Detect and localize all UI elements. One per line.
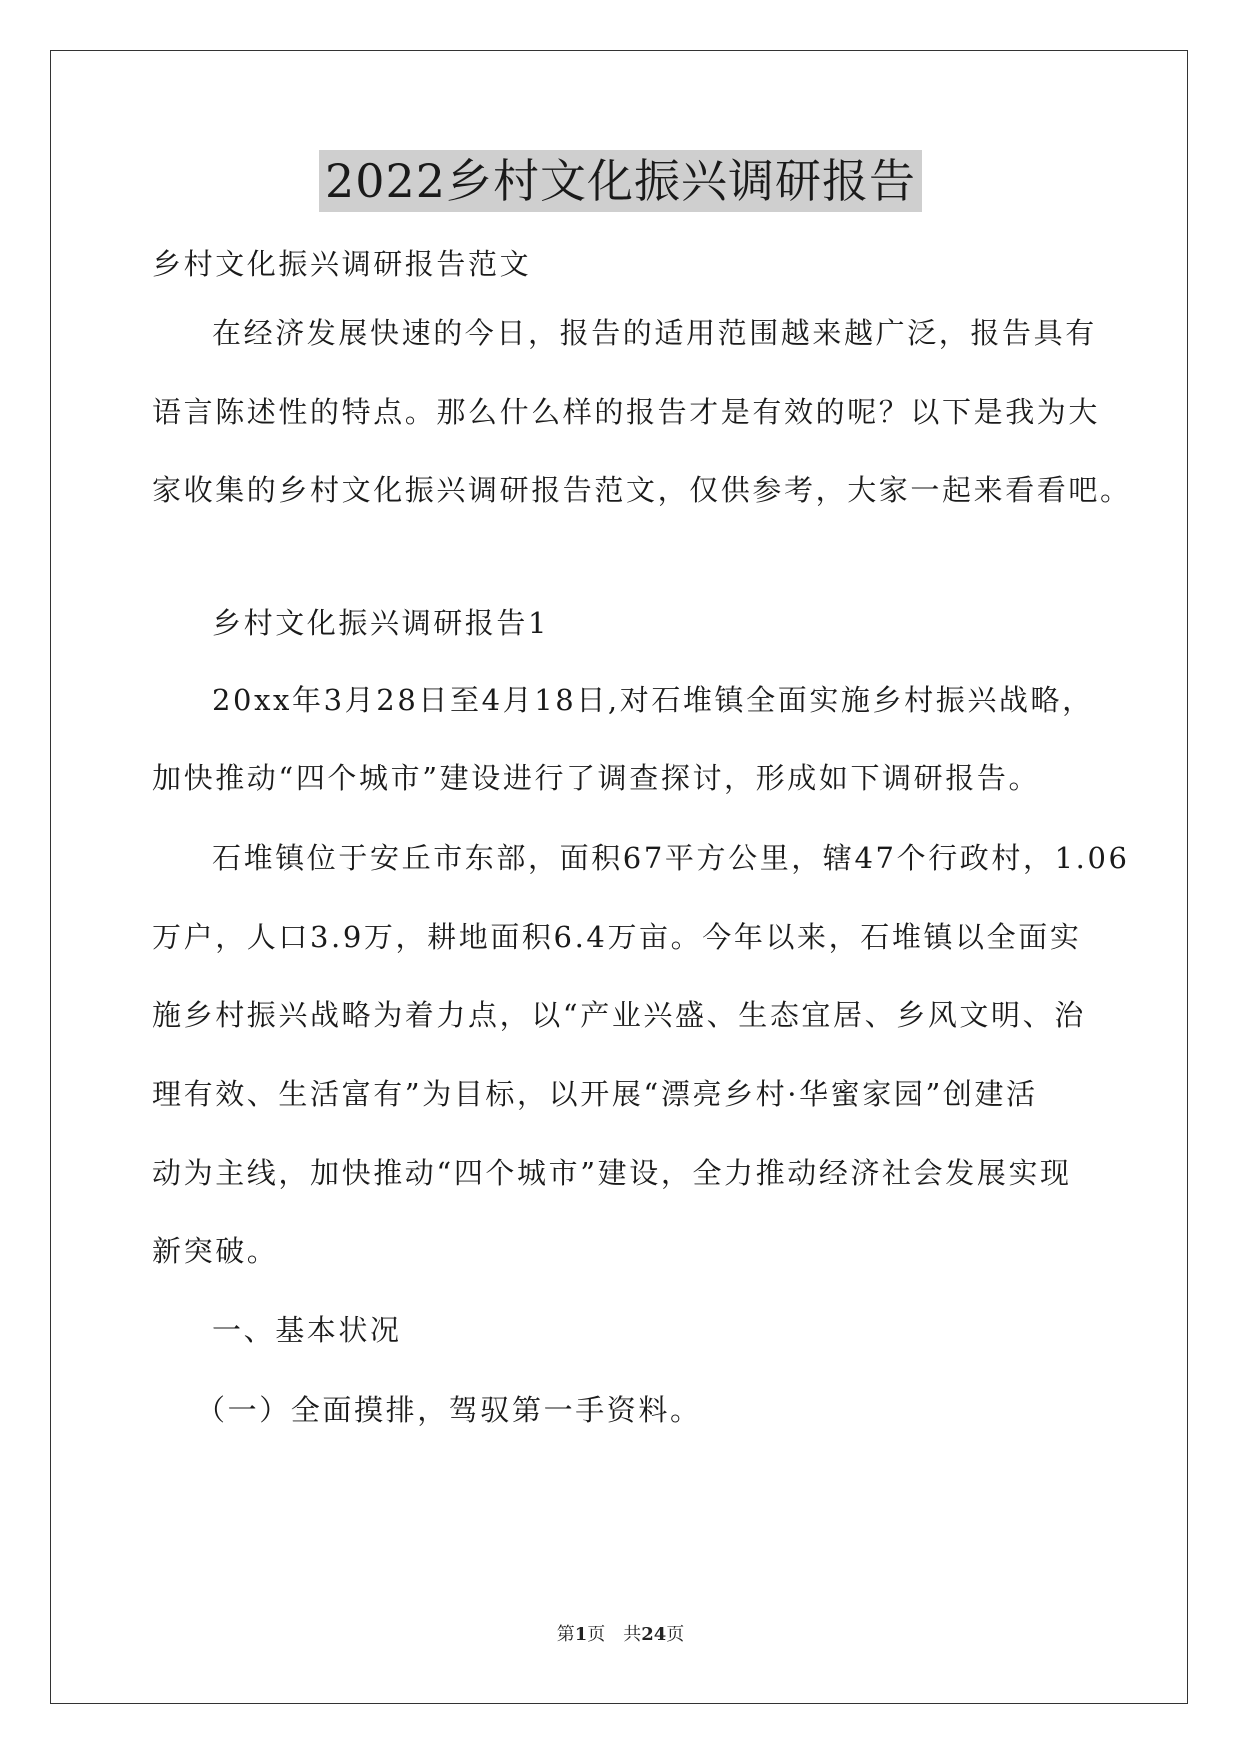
- paragraph-line: 理有效、生活富有”为目标，以开展“漂亮乡村·华蜜家园”创建活: [152, 1077, 1038, 1111]
- section-heading: 一、基本状况: [212, 1313, 402, 1347]
- paragraph-line: 万户，人口3.9万，耕地面积6.4万亩。今年以来，石堆镇以全面实: [152, 920, 1082, 954]
- subsection-heading: （一）全面摸排，驾驭第一手资料。: [196, 1393, 702, 1427]
- paragraph-line: 语言陈述性的特点。那么什么样的报告才是有效的呢？以下是我为大: [152, 395, 1101, 429]
- paragraph-line: 20xx年3月28日至4月18日,对石堆镇全面实施乡村振兴战略，: [212, 683, 1094, 717]
- page-footer: [0, 1620, 1241, 1646]
- total-page-count: 24: [641, 1624, 667, 1645]
- footer-suffix: 页: [666, 1624, 685, 1645]
- paragraph-line: 石堆镇位于安丘市东部，面积67平方公里，辖47个行政村，1.06: [212, 841, 1130, 875]
- paragraph-line: 动为主线，加快推动“四个城市”建设，全力推动经济社会发展实现: [152, 1156, 1072, 1190]
- section-heading: 乡村文化振兴调研报告1: [212, 606, 550, 640]
- paragraph-line: 在经济发展快速的今日，报告的适用范围越来越广泛，报告具有: [212, 316, 1097, 350]
- document-title: 2022乡村文化振兴调研报告: [319, 150, 922, 212]
- title-container: [0, 150, 1241, 212]
- footer-mid: 页 共: [587, 1624, 642, 1645]
- paragraph-line: 新突破。: [152, 1234, 279, 1268]
- paragraph-line: 加快推动“四个城市”建设进行了调查探讨，形成如下调研报告。: [152, 761, 1041, 795]
- paragraph-line: 家收集的乡村文化振兴调研报告范文，仅供参考，大家一起来看看吧。: [152, 473, 1132, 507]
- current-page-number: 1: [574, 1624, 588, 1645]
- paragraph-line: 施乡村振兴战略为着力点，以“产业兴盛、生态宜居、乡风文明、治: [152, 998, 1086, 1032]
- subtitle-line: 乡村文化振兴调研报告范文: [152, 247, 532, 281]
- footer-prefix: 第: [556, 1624, 575, 1645]
